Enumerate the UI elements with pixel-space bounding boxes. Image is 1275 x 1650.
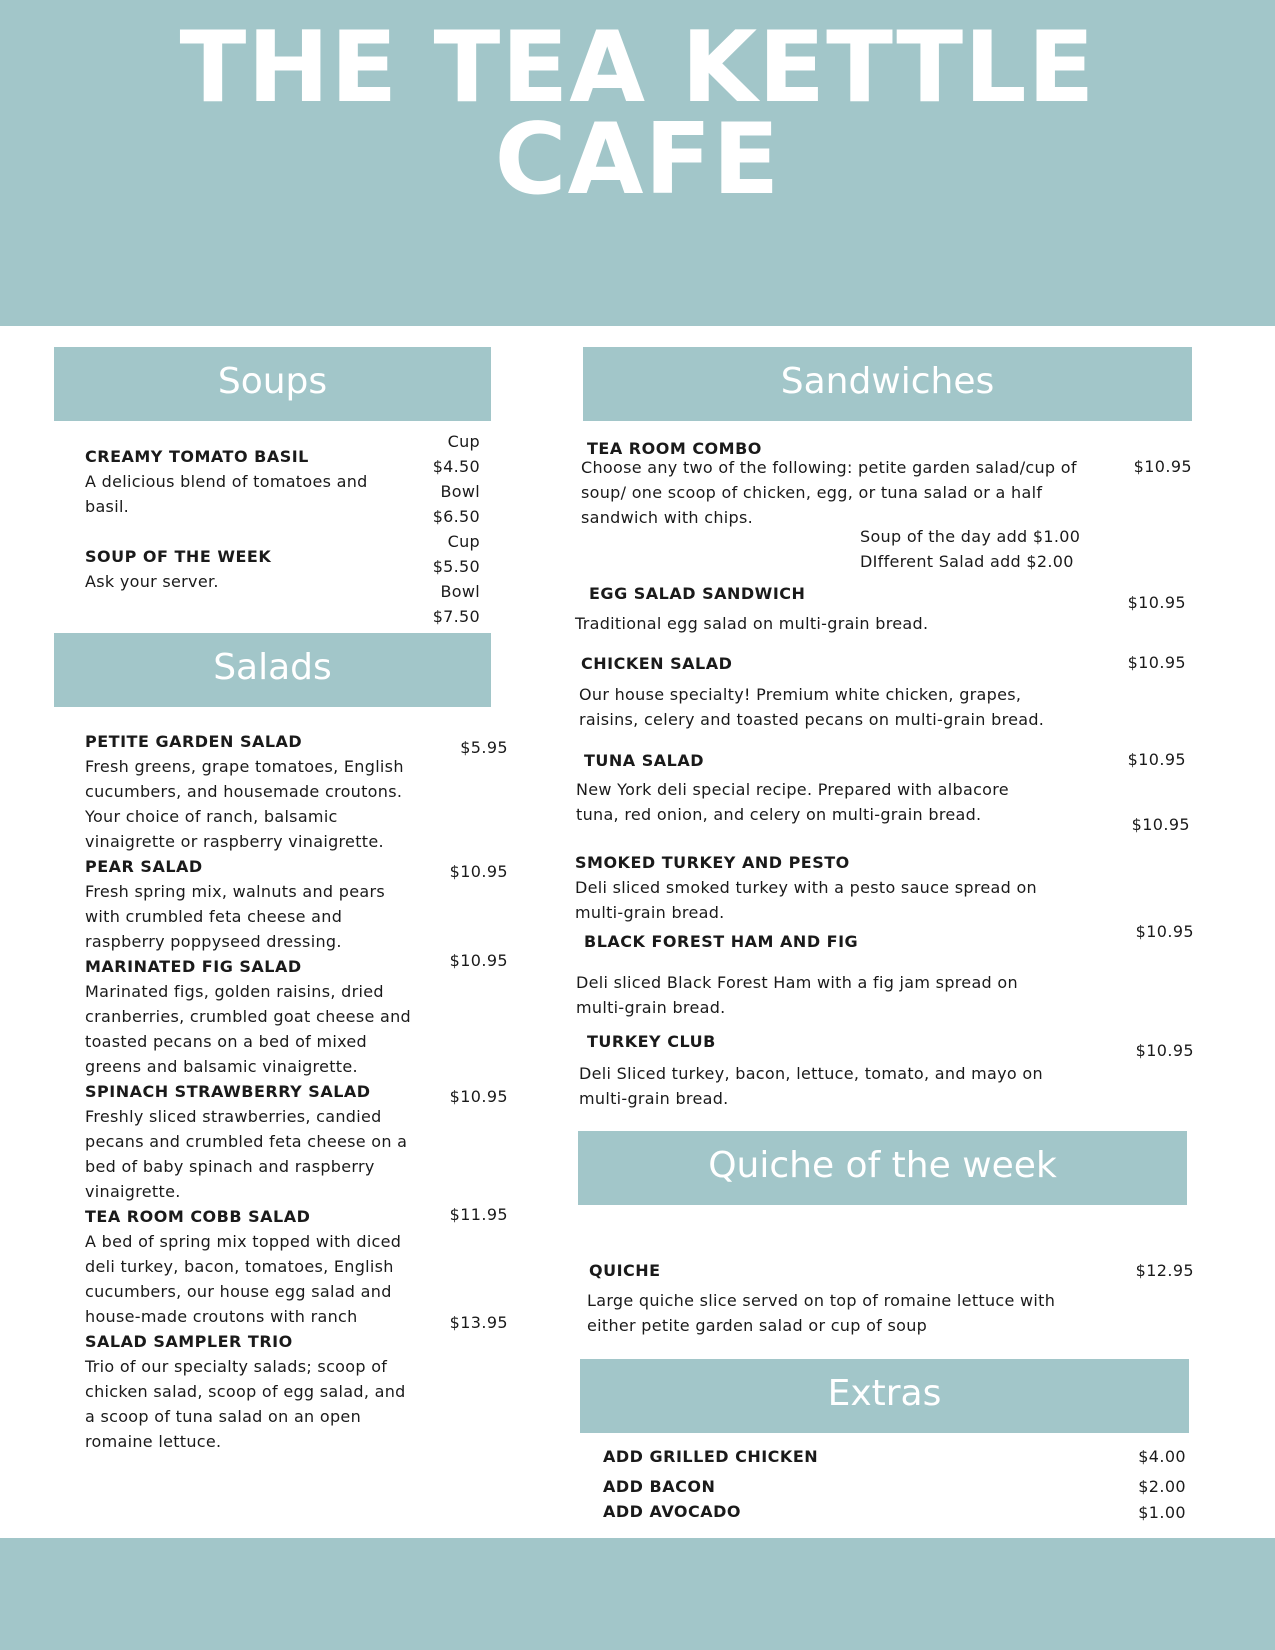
bowl-price: $7.50 — [432, 607, 480, 626]
item-price: $10.95 — [449, 862, 508, 881]
item-description: Deli sliced smoked turkey with a pesto sauce spread on multi-grain bread. — [575, 878, 1037, 922]
item-description: Choose any two of the following: petite garden salad/cup of soup/ one scoop of chicken, egg, or tuna salad or a half sandwich with chips. — [581, 458, 1077, 527]
item-name: MARINATED FIG SALAD — [85, 957, 302, 976]
cafe-title — [0, 11, 1275, 217]
item-description: Our house specialty! Premium white chicken, grapes, raisins, celery and toasted pecans on multi-grain bread. — [579, 685, 1045, 729]
bowl-price: $6.50 — [432, 507, 480, 526]
item-name: PETITE GARDEN SALAD — [85, 732, 303, 751]
item-description: Marinated figs, golden raisins, dried cranberries, crumbled goat cheese and toasted pecans on a bed of mixed greens and balsamic vinaigrette. — [85, 982, 411, 1076]
item-price: $11.95 — [449, 1205, 508, 1224]
item-price: $2.00 — [1138, 1477, 1186, 1496]
item-description: Fresh spring mix, walnuts and pears with crumbled feta cheese and raspberry poppyseed dressing. — [85, 882, 385, 951]
item-description: New York deli special recipe. Prepared with albacore tuna, red onion, and celery on multi-grain bread. — [576, 780, 1009, 824]
item-description: Traditional egg salad on multi-grain bread. — [575, 614, 929, 633]
bowl-label: Bowl — [440, 582, 480, 601]
item-name: PEAR SALAD — [85, 857, 203, 876]
cup-label: Cup — [447, 432, 480, 451]
item-name: ADD AVOCADO — [603, 1502, 742, 1521]
cup-price: $5.50 — [432, 557, 480, 576]
title-line-1: THE TEA KETTLE — [179, 11, 1096, 125]
item-price: $10.95 — [1133, 457, 1192, 476]
item-price: $5.95 — [460, 738, 508, 757]
item-description: A bed of spring mix topped with diced deli turkey, bacon, tomatoes, English cucumbers, our house egg salad and house-made croutons with ranch — [85, 1232, 402, 1326]
item-description: Fresh greens, grape tomatoes, English cucumbers, and housemade croutons. Your choice of ranch, balsamic vinaigrette or raspberry vinaigrette. — [85, 757, 404, 851]
item-name: EGG SALAD SANDWICH — [589, 584, 806, 603]
item-name: SMOKED TURKEY AND PESTO — [575, 853, 850, 872]
item-price: $10.95 — [1127, 750, 1186, 769]
item-price: $10.95 — [1127, 593, 1186, 612]
item-name: SALAD SAMPLER TRIO — [85, 1332, 293, 1351]
item-price: $1.00 — [1138, 1503, 1186, 1522]
item-name: TUNA SALAD — [584, 751, 705, 770]
section-header-quiche: Quiche of the week — [578, 1131, 1187, 1205]
item-price: $10.95 — [449, 1087, 508, 1106]
item-name: SPINACH STRAWBERRY SALAD — [85, 1082, 371, 1101]
item-name: SOUP OF THE WEEK — [85, 547, 272, 566]
item-price: $12.95 — [1135, 1261, 1194, 1280]
item-description: Freshly sliced strawberries, candied pecans and crumbled feta cheese on a bed of baby spinach and raspberry vinaigrette. — [85, 1107, 408, 1201]
item-price: $10.95 — [1127, 653, 1186, 672]
item-description: Trio of our specialty salads; scoop of chicken salad, scoop of egg salad, and a scoop of tuna salad on an open romaine lettuce. — [85, 1357, 406, 1451]
soup-prices — [400, 529, 480, 629]
item-description: Deli sliced Black Forest Ham with a fig jam spread on multi-grain bread. — [576, 973, 1018, 1017]
section-header-salads: Salads — [54, 633, 491, 707]
item-price: $10.95 — [449, 951, 508, 970]
soup-prices — [400, 429, 480, 529]
item-name: TEA ROOM COBB SALAD — [85, 1207, 311, 1226]
item-name: CHICKEN SALAD — [581, 654, 733, 673]
item-name: ADD GRILLED CHICKEN — [603, 1447, 819, 1466]
item-description: Deli Sliced turkey, bacon, lettuce, tomato, and mayo on multi-grain bread. — [579, 1064, 1043, 1108]
footer-band — [0, 1538, 1275, 1650]
item-price: $13.95 — [449, 1313, 508, 1332]
section-header-sandwiches: Sandwiches — [583, 347, 1192, 421]
item-name: BLACK FOREST HAM AND FIG — [584, 932, 859, 951]
item-description: Ask your server. — [85, 572, 219, 591]
item-price: $10.95 — [1135, 1041, 1194, 1060]
item-description: A delicious blend of tomatoes and basil. — [85, 472, 368, 516]
bowl-label: Bowl — [440, 482, 480, 501]
cup-label: Cup — [447, 532, 480, 551]
item-price: $10.95 — [1135, 922, 1194, 941]
item-price: $10.95 — [1131, 815, 1190, 834]
item-price: $4.00 — [1138, 1447, 1186, 1466]
item-name: CREAMY TOMATO BASIL — [85, 447, 309, 466]
item-name: ADD BACON — [603, 1477, 716, 1496]
item-name: QUICHE — [589, 1261, 661, 1280]
combo-note: Soup of the day add $1.00 — [860, 527, 1081, 546]
section-header-soups: Soups — [54, 347, 491, 421]
title-line-2: CAFE — [494, 103, 781, 217]
combo-note: DIfferent Salad add $2.00 — [860, 552, 1074, 571]
cup-price: $4.50 — [432, 457, 480, 476]
item-description: Large quiche slice served on top of romaine lettuce with either petite garden salad or cup of soup — [587, 1291, 1056, 1335]
section-header-extras: Extras — [580, 1359, 1189, 1433]
item-name: TURKEY CLUB — [587, 1032, 716, 1051]
item-name: TEA ROOM COMBO — [587, 439, 762, 458]
